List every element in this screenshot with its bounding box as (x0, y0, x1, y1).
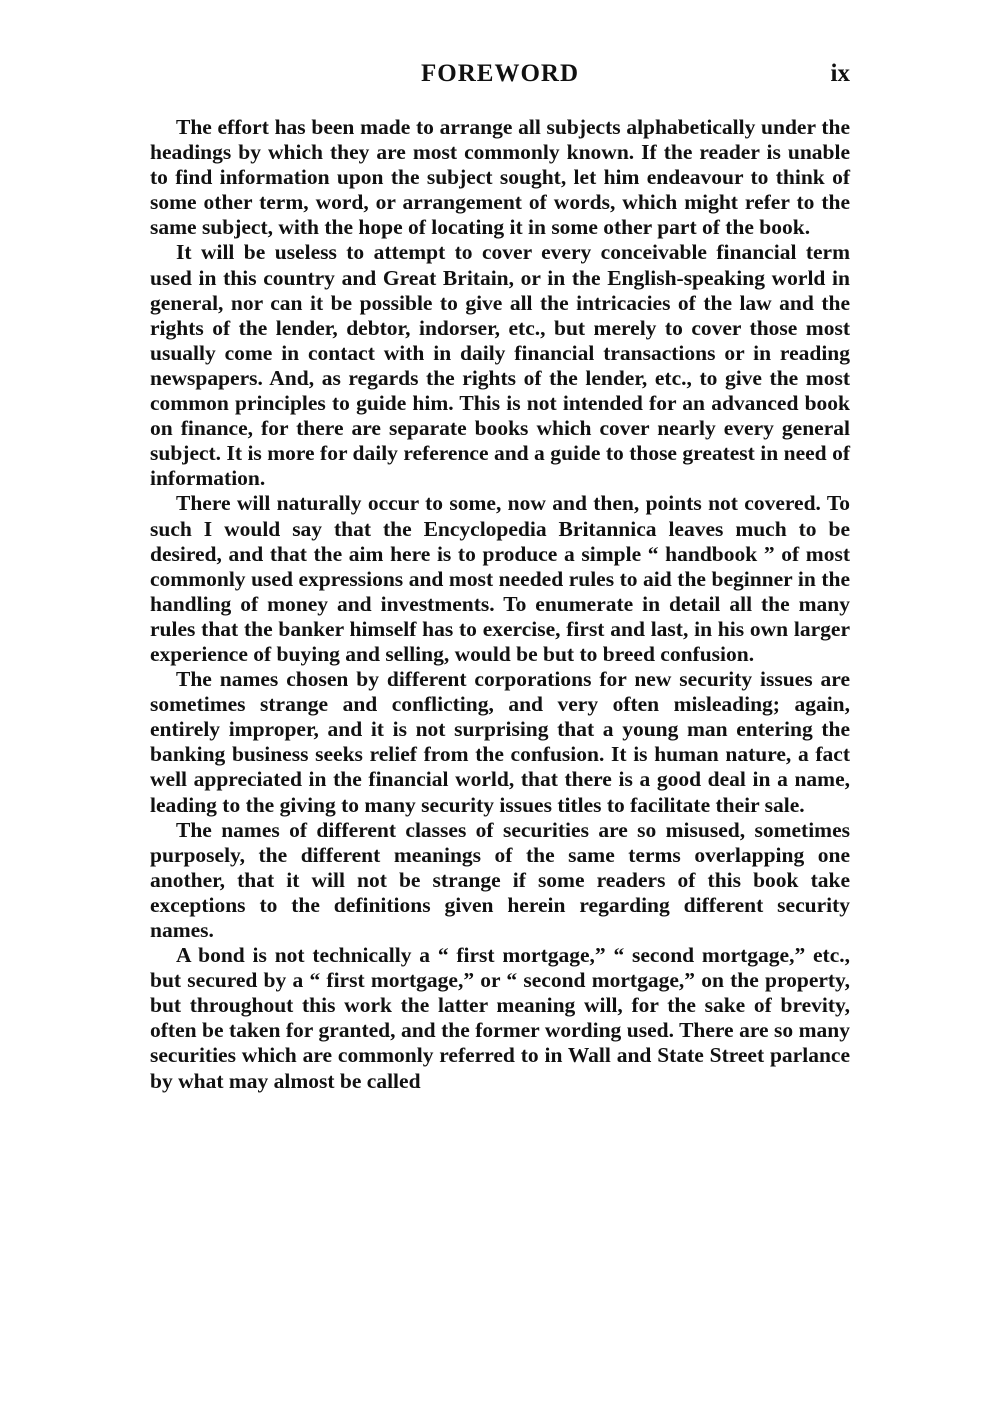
body-text (150, 115, 850, 1094)
paragraph-scope: It will be useless to attempt to cover every conceivable financial term used in this country and Great Britain, or in the English-speaking world in general, nor can it be possible to give all the intricacies of the law and the rights of the lender, debtor, indorser, etc., but merely to cover those most usually come in contact with in daily financial transactions or in reading newspapers. And, as regards the rights of the lender, etc., to give the most common principles to guide him. This is not intended for an advanced book on finance, for there are separate books which cover nearly every general subject. It is more for daily reference and a guide to those greatest in need of information. (150, 240, 850, 491)
paragraph-points-not-covered: There will naturally occur to some, now and then, points not covered. To such I would say that the Encyclopedia Britannica leaves much to be desired, and that the aim here is to produce a simple “ handbook ” of most commonly used expressions and most needed rules to aid the beginner in the handling of money and investments. To enumerate in detail all the many rules that the banker himself has to exercise, first and last, in his own larger experience of buying and selling, would be but to breed confusion. (150, 491, 850, 666)
page-title: FOREWORD (421, 60, 579, 87)
page-number: ix (830, 60, 850, 87)
paragraph-bond-mortgage: A bond is not technically a “ first mortgage,” “ second mortgage,” etc., but secured by a “ first mortgage,” or “ second mortgage,” on the property, but throughout this work the latter meaning will, for the sake of brevity, often be taken for granted, and the former wording used. There are so many securities which are commonly referred to in Wall and State Street parlance by what may almost be called (150, 943, 850, 1093)
paragraph-security-names: The names chosen by different corporations for new security issues are sometimes strange and conflicting, and very often misleading; again, entirely improper, and it is not surprising that a young man entering the banking business seeks relief from the confusion. It is human nature, a fact well appreciated in the financial world, that there is a good deal in a name, leading to the giving to many security issues titles to facilitate their sale. (150, 667, 850, 817)
running-head (150, 60, 850, 96)
paragraph-arrangement: The effort has been made to arrange all subjects alphabetically under the headings by which they are most commonly known. If the reader is unable to find information upon the subject sought, let him endeavour to think of some other term, word, or arrangement of words, which might refer to the same subject, with the hope of locating it in some other part of the book. (150, 115, 850, 240)
paragraph-misused-classes: The names of different classes of securities are so misused, sometimes purposely, the different meanings of the same terms overlapping one another, that it will not be strange if some readers of this book take exceptions to the definitions given herein regarding different security names. (150, 817, 850, 942)
